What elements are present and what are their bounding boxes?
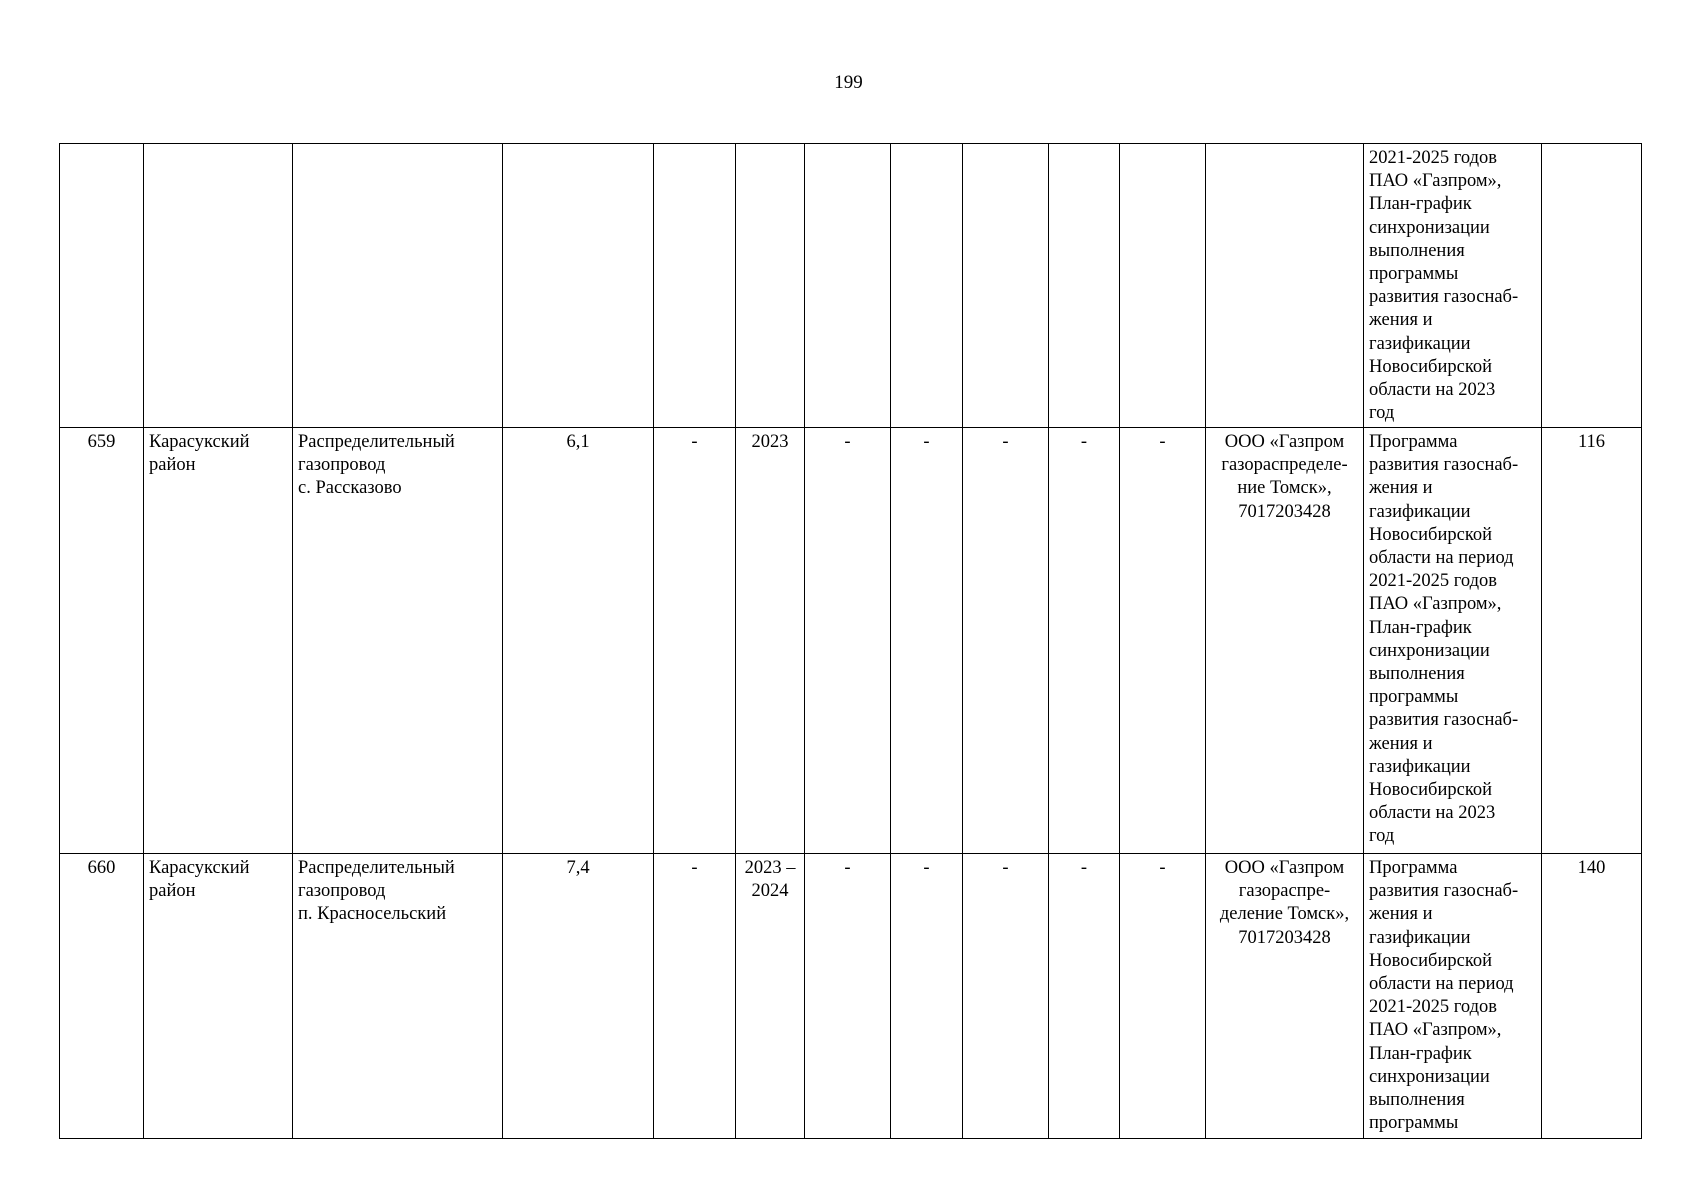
row-number-cell: 660 (60, 854, 144, 1139)
col10-cell: - (1049, 854, 1120, 1139)
last-value-cell: 116 (1542, 428, 1642, 854)
last-value-cell: 140 (1542, 854, 1642, 1139)
col11-cell: - (1120, 428, 1206, 854)
years-cell (736, 854, 805, 1139)
gasification-table (59, 143, 1642, 1139)
district-cell (144, 144, 293, 428)
district-cell (144, 854, 293, 1139)
col9-cell (963, 144, 1049, 428)
cell-line: ПАО «Газпром», (1369, 1020, 1502, 1041)
cell-line: синхронизации (1369, 640, 1490, 661)
cell-line: газификации (1369, 333, 1471, 354)
col9-cell: - (963, 854, 1049, 1139)
col8-cell (891, 144, 963, 428)
col5-cell (654, 144, 736, 428)
col8-cell: - (891, 428, 963, 854)
cell-line: программы (1369, 687, 1459, 708)
object-cell (293, 428, 503, 854)
col11-cell (1120, 144, 1206, 428)
cell-line: ПАО «Газпром», (1369, 594, 1502, 615)
object-cell (293, 854, 503, 1139)
cell-line: Программа (1369, 858, 1458, 878)
cell-line: жения и (1369, 904, 1433, 925)
cell-line: жения и (1369, 310, 1433, 331)
cell-line: год (1369, 826, 1395, 847)
col5-cell: - (654, 428, 736, 854)
basis-cell (1364, 144, 1542, 428)
cell-line: жения и (1369, 478, 1433, 499)
table-row (60, 144, 1642, 428)
table-row (60, 854, 1642, 1139)
basis-cell (1364, 854, 1542, 1139)
cell-line: 7017203428 (1238, 927, 1331, 948)
cell-line: район (149, 455, 196, 476)
page-number: 199 (834, 72, 863, 93)
cell-line: газификации (1369, 501, 1471, 522)
cell-line: район (149, 881, 196, 902)
cell-line: ние Томск», (1237, 478, 1332, 499)
cell-line: синхронизации (1369, 1066, 1490, 1087)
col5-cell: - (654, 854, 736, 1139)
operator-cell (1206, 428, 1364, 854)
cell-line: области на 2023 (1369, 380, 1496, 401)
cell-line: Распределительный (298, 858, 455, 878)
col7-cell: - (805, 854, 891, 1139)
basis-cell (1364, 428, 1542, 854)
cell-line: ПАО «Газпром», (1369, 171, 1502, 192)
length-cell: 6,1 (503, 428, 654, 854)
cell-line: программы (1369, 264, 1459, 285)
cell-line: Распределительный (298, 432, 455, 452)
cell-line: газификации (1369, 756, 1471, 777)
cell-line: газопровод (298, 881, 386, 902)
col11-cell: - (1120, 854, 1206, 1139)
years-cell (736, 428, 805, 854)
cell-line: 7017203428 (1238, 501, 1331, 522)
cell-line: программы (1369, 1113, 1459, 1134)
cell-line: Карасукский (149, 432, 250, 452)
cell-line: Новосибирской (1369, 356, 1493, 377)
cell-line: п. Красносельский (298, 904, 447, 925)
col7-cell (805, 144, 891, 428)
cell-line: газораспределе- (1221, 455, 1348, 476)
length-cell (503, 144, 654, 428)
object-cell (293, 144, 503, 428)
years-cell (736, 144, 805, 428)
cell-line: План-график (1369, 617, 1472, 638)
district-cell (144, 428, 293, 854)
cell-line: развития газоснаб- (1369, 287, 1519, 308)
cell-line: Новосибирской (1369, 950, 1493, 971)
cell-line: План-график (1369, 194, 1472, 215)
cell-line: Карасукский (149, 858, 250, 878)
operator-cell (1206, 854, 1364, 1139)
cell-line: 2023 – (744, 858, 796, 878)
cell-line: 2024 (751, 881, 789, 902)
cell-line: развития газоснаб- (1369, 881, 1519, 902)
last-value-cell (1542, 144, 1642, 428)
cell-line: синхронизации (1369, 217, 1490, 238)
cell-line: ООО «Газпром (1224, 432, 1345, 452)
cell-line: области на период (1369, 974, 1514, 995)
col8-cell: - (891, 854, 963, 1139)
cell-line: области на 2023 (1369, 803, 1496, 824)
cell-line: План-график (1369, 1043, 1472, 1064)
cell-line: жения и (1369, 733, 1433, 754)
cell-line: области на период (1369, 548, 1514, 569)
row-number-cell: 659 (60, 428, 144, 854)
cell-line: с. Рассказово (298, 478, 402, 499)
cell-line: выполнения (1369, 240, 1465, 261)
cell-line: 2021-2025 годов (1369, 148, 1498, 168)
col10-cell (1049, 144, 1120, 428)
cell-line: ООО «Газпром (1224, 858, 1345, 878)
cell-line: Новосибирской (1369, 524, 1493, 545)
cell-line: выполнения (1369, 664, 1465, 685)
cell-line: Программа (1369, 432, 1458, 452)
length-cell: 7,4 (503, 854, 654, 1139)
table-row (60, 428, 1642, 854)
cell-line: 2023 (751, 432, 789, 452)
cell-line: 2021-2025 годов (1369, 571, 1498, 592)
cell-line: год (1369, 403, 1395, 424)
operator-cell (1206, 144, 1364, 428)
col10-cell: - (1049, 428, 1120, 854)
cell-line: газопровод (298, 455, 386, 476)
cell-line: выполнения (1369, 1090, 1465, 1111)
row-number-cell (60, 144, 144, 428)
cell-line: 2021-2025 годов (1369, 997, 1498, 1018)
cell-line: развития газоснаб- (1369, 455, 1519, 476)
cell-line: Новосибирской (1369, 780, 1493, 801)
cell-line: газораспре- (1238, 881, 1331, 902)
col9-cell: - (963, 428, 1049, 854)
col7-cell: - (805, 428, 891, 854)
cell-line: развития газоснаб- (1369, 710, 1519, 731)
cell-line: деление Томск», (1219, 904, 1350, 925)
cell-line: газификации (1369, 927, 1471, 948)
